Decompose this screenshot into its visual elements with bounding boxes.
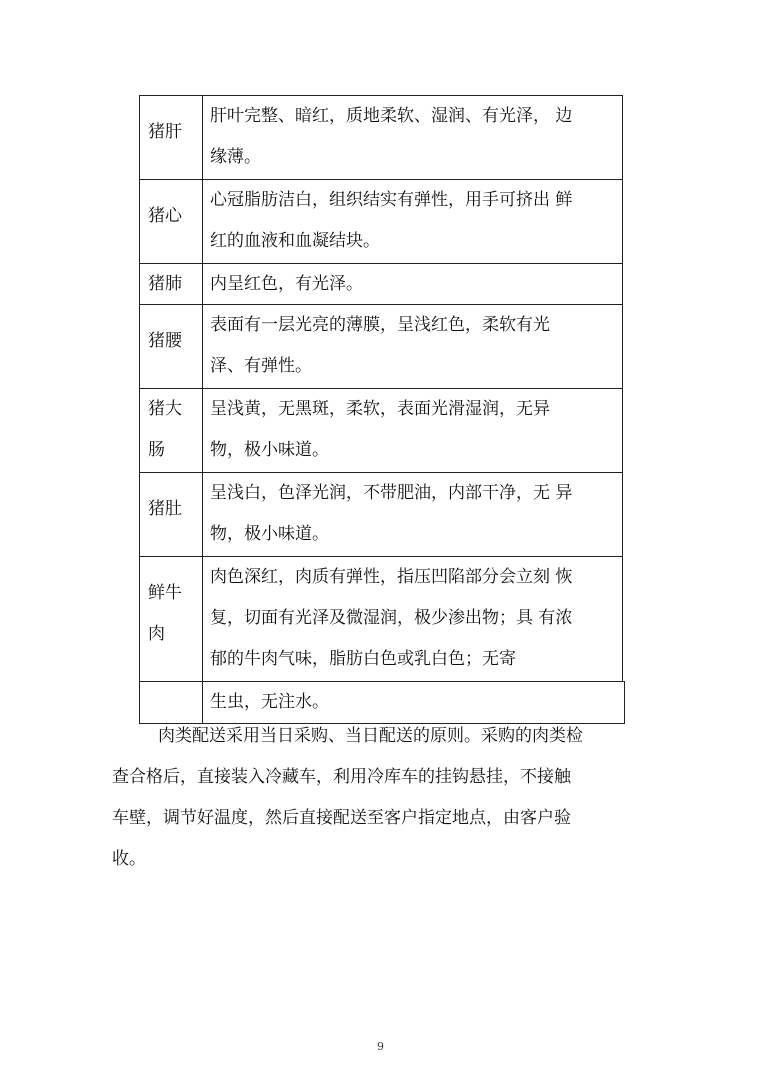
description-line: 肝叶完整、暗红，质地柔软、湿润、有光泽， 边 xyxy=(210,106,573,126)
description-cell xyxy=(210,389,616,471)
item-cell xyxy=(140,389,203,472)
table-row xyxy=(139,305,623,389)
item-name-line: 鲜牛 xyxy=(148,583,182,603)
item-name: 猪腰 xyxy=(148,331,182,351)
body-paragraph xyxy=(112,716,632,880)
description-line: 心冠脂肪洁白，组织结实有弹性，用手可挤出 鲜 xyxy=(210,190,573,210)
item-name: 猪肺 xyxy=(148,274,182,294)
item-name: 猪心 xyxy=(148,206,182,226)
item-cell xyxy=(140,305,203,388)
item-name: 猪肚 xyxy=(148,499,182,519)
table-row xyxy=(139,389,623,473)
table-row xyxy=(139,557,623,681)
description-line: 生虫，无注水。 xyxy=(210,692,329,712)
description-cell xyxy=(210,96,616,178)
description-cell xyxy=(210,180,616,262)
inspection-table xyxy=(139,95,623,724)
description-line: 肉色深红，肉质有弹性，指压凹陷部分会立刻 恢 xyxy=(210,567,573,587)
item-cell xyxy=(140,473,203,556)
item-cell xyxy=(140,180,203,263)
paragraph-line: 查合格后，直接装入冷藏车，利用冷库车的挂钩悬挂，不接触 xyxy=(112,767,571,787)
description-cell xyxy=(210,557,616,680)
item-cell xyxy=(140,557,203,681)
table-row xyxy=(139,95,623,180)
description-line: 物，极小味道。 xyxy=(210,524,329,544)
description-cell xyxy=(210,473,616,555)
table-row xyxy=(139,473,623,557)
paragraph-line: 收。 xyxy=(112,849,146,869)
description-cell xyxy=(210,305,616,387)
table-row xyxy=(139,264,623,305)
page-number: 9 xyxy=(377,1040,384,1053)
item-name-line: 猪大 xyxy=(148,399,182,419)
description-line: 呈浅黄，无黑斑，柔软，表面光滑湿润，无异 xyxy=(210,399,550,419)
table-row xyxy=(139,180,623,264)
item-name-line: 肠 xyxy=(148,440,165,460)
item-name-line: 肉 xyxy=(148,624,165,644)
description-line: 内呈红色，有光泽。 xyxy=(210,274,363,294)
description-line: 表面有一层光亮的薄膜，呈浅红色，柔软有光 xyxy=(210,315,550,335)
paragraph-line: 车壁，调节好温度，然后直接配送至客户指定地点，由客户验 xyxy=(112,808,571,828)
description-line: 呈浅白，色泽光润，不带肥油，内部干净，无 异 xyxy=(210,483,573,503)
description-line: 红的血液和血凝结块。 xyxy=(210,231,380,251)
description-line: 郁的牛肉气味，脂肪白色或乳白色；无寄 xyxy=(210,649,516,669)
description-line: 复，切面有光泽及微湿润，极少渗出物；具 有浓 xyxy=(210,608,573,628)
item-cell xyxy=(140,264,203,304)
description-cell xyxy=(210,264,616,304)
description-line: 泽、有弹性。 xyxy=(210,356,312,376)
item-name: 猪肝 xyxy=(148,122,182,142)
item-cell xyxy=(140,96,203,179)
paragraph-line: 肉类配送采用当日采购、当日配送的原则。采购的肉类检 xyxy=(158,726,583,746)
description-line: 物，极小味道。 xyxy=(210,440,329,460)
description-line: 缘薄。 xyxy=(210,147,261,167)
